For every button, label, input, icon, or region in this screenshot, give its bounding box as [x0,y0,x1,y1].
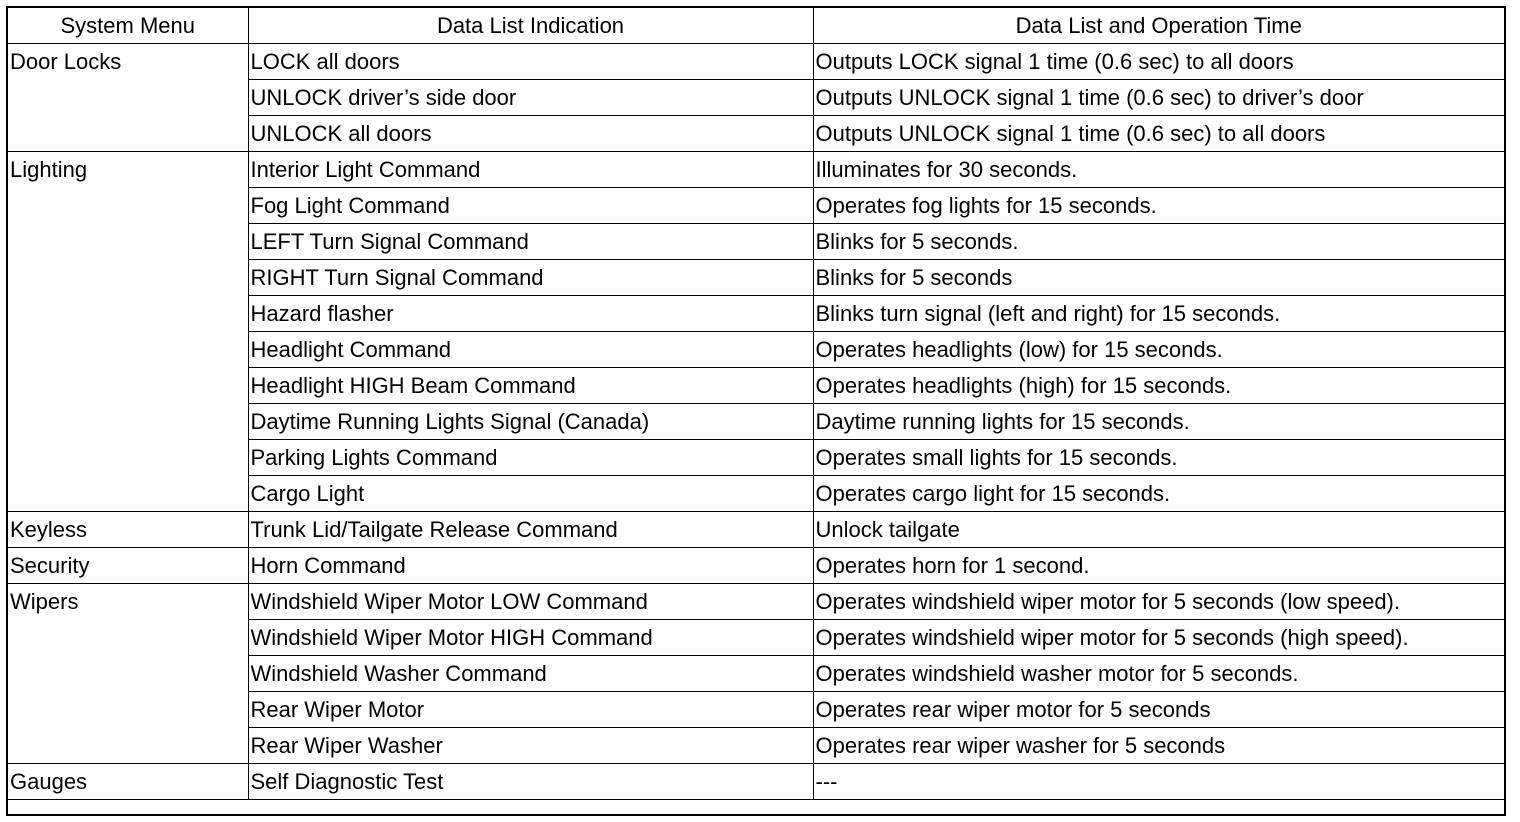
system-menu-cell: Door Locks [8,44,248,152]
operation-time-cell: Daytime running lights for 15 seconds. [813,404,1504,440]
data-list-indication-cell: RIGHT Turn Signal Command [248,260,813,296]
table-row [8,584,1504,620]
data-list-indication-cell: Trunk Lid/Tailgate Release Command [248,512,813,548]
table-body [8,44,1504,800]
data-list-table-frame [6,6,1506,816]
data-list-indication-cell: Horn Command [248,548,813,584]
data-list-indication-cell: LOCK all doors [248,44,813,80]
data-list-indication-cell: Windshield Wiper Motor HIGH Command [248,620,813,656]
table-row [8,152,1504,188]
table-row [8,44,1504,80]
header-system-menu: System Menu [8,8,248,44]
system-menu-cell: Security [8,548,248,584]
header-data-list-operation-time: Data List and Operation Time [813,8,1504,44]
operation-time-cell: Operates headlights (low) for 15 seconds. [813,332,1504,368]
system-menu-cell: Gauges [8,764,248,800]
data-list-indication-cell: Headlight Command [248,332,813,368]
data-list-indication-cell: Headlight HIGH Beam Command [248,368,813,404]
header-data-list-indication: Data List Indication [248,8,813,44]
data-list-indication-cell: Rear Wiper Washer [248,728,813,764]
data-list-indication-cell: Fog Light Command [248,188,813,224]
operation-time-cell: Blinks for 5 seconds [813,260,1504,296]
system-menu-cell: Keyless [8,512,248,548]
operation-time-cell: Operates headlights (high) for 15 seconds. [813,368,1504,404]
data-list-indication-cell: UNLOCK driver’s side door [248,80,813,116]
operation-time-cell: Blinks turn signal (left and right) for 15 seconds. [813,296,1504,332]
system-menu-cell: Wipers [8,584,248,764]
operation-time-cell: Illuminates for 30 seconds. [813,152,1504,188]
data-list-indication-cell: Daytime Running Lights Signal (Canada) [248,404,813,440]
operation-time-cell: Operates windshield wiper motor for 5 seconds (high speed). [813,620,1504,656]
data-list-indication-cell: Self Diagnostic Test [248,764,813,800]
operation-time-cell: Operates rear wiper motor for 5 seconds [813,692,1504,728]
data-list-indication-cell: Rear Wiper Motor [248,692,813,728]
operation-time-cell: Operates rear wiper washer for 5 seconds [813,728,1504,764]
data-list-indication-cell: Windshield Washer Command [248,656,813,692]
data-list-indication-cell: Cargo Light [248,476,813,512]
operation-time-cell: Outputs UNLOCK signal 1 time (0.6 sec) to all doors [813,116,1504,152]
operation-time-cell: --- [813,764,1504,800]
data-list-table [8,8,1504,800]
operation-time-cell: Operates cargo light for 15 seconds. [813,476,1504,512]
operation-time-cell: Operates small lights for 15 seconds. [813,440,1504,476]
operation-time-cell: Outputs UNLOCK signal 1 time (0.6 sec) to driver’s door [813,80,1504,116]
data-list-indication-cell: Interior Light Command [248,152,813,188]
data-list-indication-cell: Hazard flasher [248,296,813,332]
table-row [8,764,1504,800]
data-list-indication-cell: LEFT Turn Signal Command [248,224,813,260]
operation-time-cell: Operates fog lights for 15 seconds. [813,188,1504,224]
operation-time-cell: Outputs LOCK signal 1 time (0.6 sec) to all doors [813,44,1504,80]
table-row [8,512,1504,548]
system-menu-cell: Lighting [8,152,248,512]
data-list-indication-cell: Windshield Wiper Motor LOW Command [248,584,813,620]
header-row [8,8,1504,44]
operation-time-cell: Operates windshield washer motor for 5 seconds. [813,656,1504,692]
data-list-indication-cell: UNLOCK all doors [248,116,813,152]
data-list-indication-cell: Parking Lights Command [248,440,813,476]
operation-time-cell: Operates windshield wiper motor for 5 seconds (low speed). [813,584,1504,620]
operation-time-cell: Unlock tailgate [813,512,1504,548]
table-row [8,548,1504,584]
operation-time-cell: Operates horn for 1 second. [813,548,1504,584]
operation-time-cell: Blinks for 5 seconds. [813,224,1504,260]
